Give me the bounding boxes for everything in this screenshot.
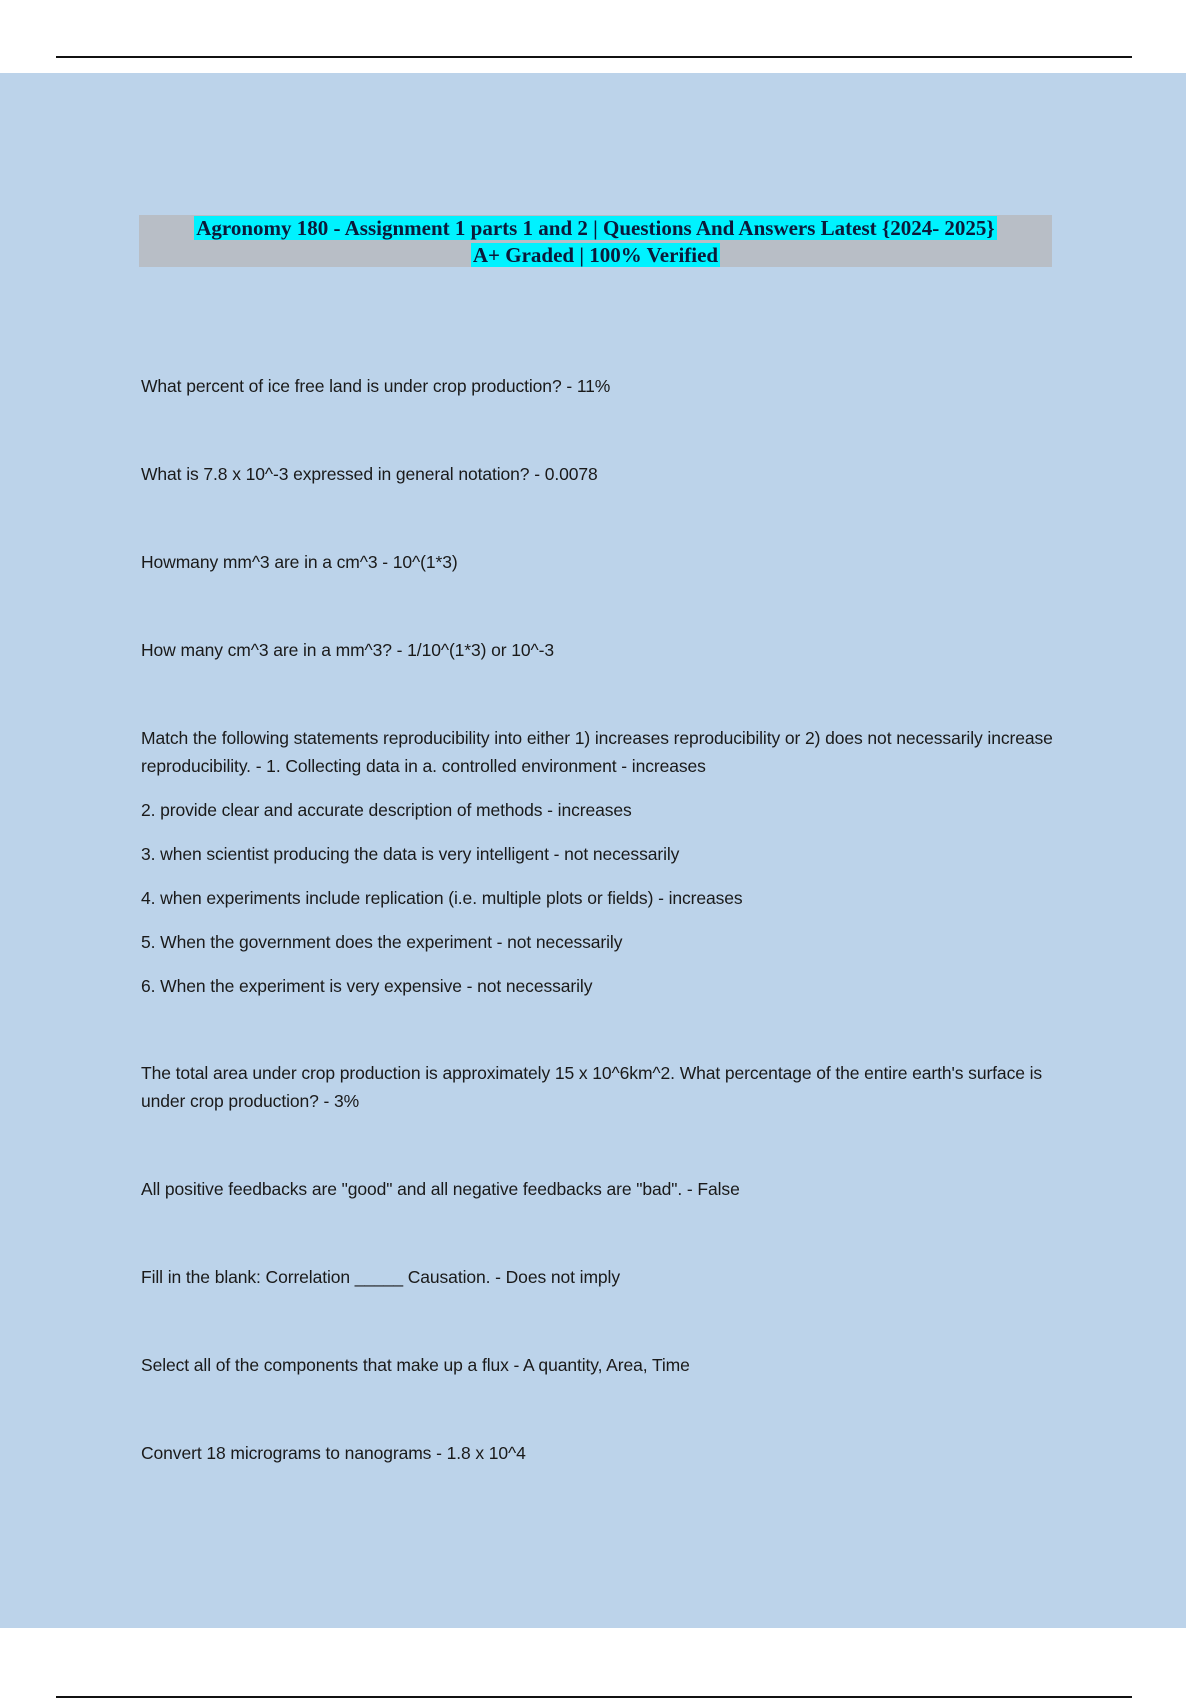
title-line-1: Agronomy 180 - Assignment 1 parts 1 and 2 | Questions And Answers Latest {2024- 2025}: [196, 216, 995, 240]
bottom-rule: [56, 1696, 1132, 1698]
title-line-2: A+ Graded | 100% Verified: [472, 243, 719, 267]
qa-item-6: [141, 1059, 1061, 1115]
qa-item-2: [141, 460, 1061, 488]
qa-text: Howmany mm^3 are in a cm^3 - 10^(1*3): [141, 552, 458, 572]
qa-item-7: [141, 1175, 1061, 1203]
qa-item-10: [141, 1439, 1061, 1467]
match-list-item: 6. When the experiment is very expensive - not necessarily: [141, 976, 593, 996]
qa-text: All positive feedbacks are "good" and all negative feedbacks are "bad". - False: [141, 1179, 740, 1199]
qa-text: Fill in the blank: Correlation _____ Causation. - Does not imply: [141, 1267, 620, 1287]
qa-text: How many cm^3 are in a mm^3? - 1/10^(1*3) or 10^-3: [141, 640, 555, 660]
qa-text: Convert 18 micrograms to nanograms - 1.8 x 10^4: [141, 1443, 526, 1463]
match-list-item: 4. when experiments include replication (i.e. multiple plots or fields) - increases: [141, 888, 743, 908]
qa-text: What is 7.8 x 10^-3 expressed in general notation? - 0.0078: [141, 464, 598, 484]
match-list-item: 5. When the government does the experiment - not necessarily: [141, 932, 623, 952]
qa-item-3: [141, 548, 1061, 576]
top-rule: [56, 56, 1132, 58]
match-list-item: 3. when scientist producing the data is very intelligent - not necessarily: [141, 844, 680, 864]
qa-text: The total area under crop production is approximately 15 x 10^6km^2. What percentage of the entire earth's surface is under crop production? - 3%: [141, 1063, 1043, 1111]
qa-text: What percent of ice free land is under crop production? - 11%: [141, 376, 611, 396]
qa-item-5: [141, 724, 1061, 1000]
match-list-item: 2. provide clear and accurate description of methods - increases: [141, 800, 632, 820]
qa-item-4: [141, 636, 1061, 664]
document-title: [139, 215, 1052, 267]
qa-item-1: [141, 372, 1061, 400]
qa-text: Match the following statements reproducibility into either 1) increases reproducibility or 2) does not necessarily increase reproducibility. - 1. Collecting data in a. controlled environment - increases: [141, 728, 1053, 776]
qa-item-9: [141, 1351, 1061, 1379]
qa-text: Select all of the components that make up a flux - A quantity, Area, Time: [141, 1355, 690, 1375]
qa-item-8: [141, 1263, 1061, 1291]
